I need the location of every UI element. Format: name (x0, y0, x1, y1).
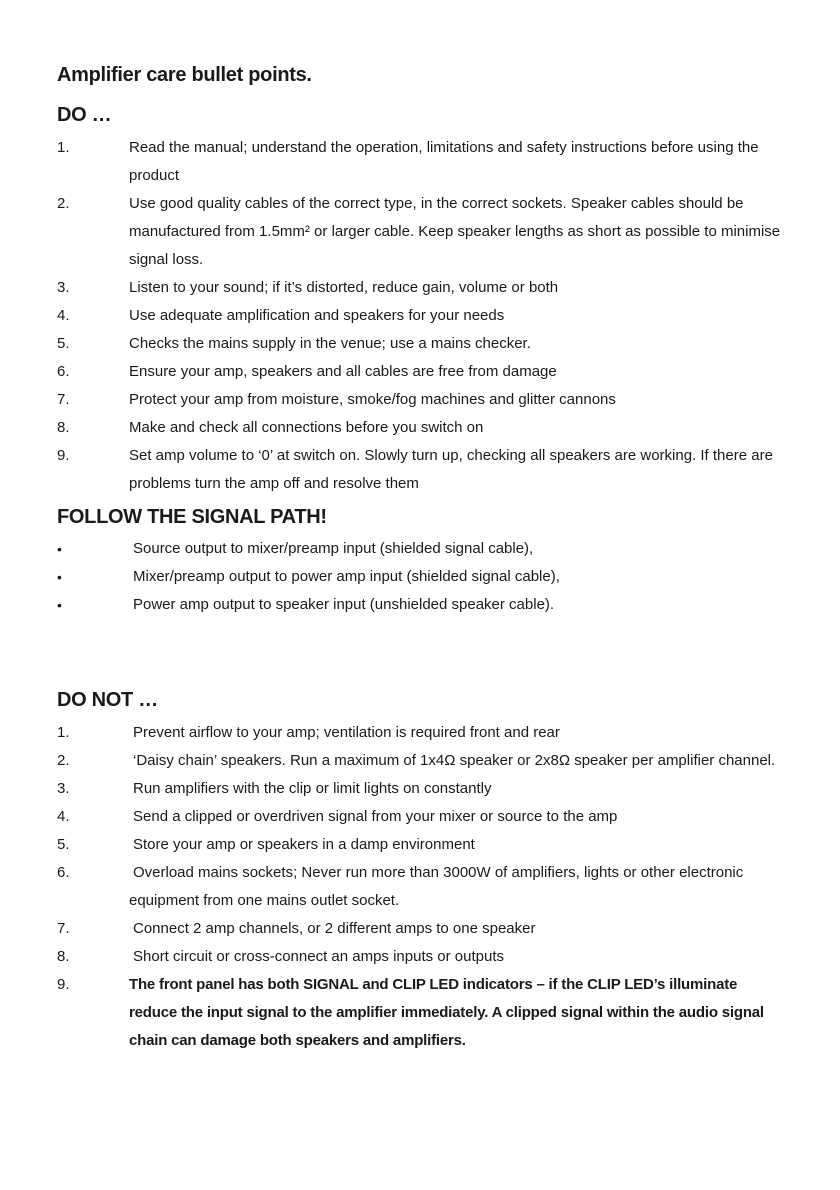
item-number: 5. (57, 836, 70, 853)
item-number: 9. (57, 976, 70, 993)
do-not-item-3 (57, 775, 787, 803)
item-text: Mixer/preamp output to power amp input (shielded signal cable), (133, 568, 560, 585)
do-not-item-8 (57, 943, 787, 971)
item-text: Power amp output to speaker input (unshielded speaker cable). (133, 596, 555, 613)
signal-path-list (57, 535, 787, 619)
do-item-1 (57, 134, 787, 190)
item-text: Overload mains sockets; Never run more than 3000W of amplifiers, lights or other electronic equipment from one mains outlet socket. (129, 864, 744, 909)
item-text: Short circuit or cross-connect an amps inputs or outputs (133, 948, 505, 965)
do-item-9 (57, 442, 787, 498)
item-number: 3. (57, 780, 70, 797)
do-item-8 (57, 414, 787, 442)
item-text: Source output to mixer/preamp input (shielded signal cable), (133, 540, 534, 557)
item-text: Connect 2 amp channels, or 2 different amps to one speaker (133, 920, 536, 937)
item-text-warning: The front panel has both SIGNAL and CLIP LED indicators – if the CLIP LED’s illuminate reduce the input signal to the amplifier immediately. A clipped signal within the audio signal chain can damage both speakers and amplifiers. (129, 976, 764, 1049)
item-text: ‘Daisy chain’ speakers. Run a maximum of 1x4Ω speaker or 2x8Ω speaker per amplifier channel. (133, 752, 776, 769)
do-not-item-6 (57, 859, 787, 915)
signal-path-item-1 (57, 535, 787, 563)
item-text: Ensure your amp, speakers and all cables are free from damage (129, 363, 557, 380)
item-number: 2. (57, 752, 70, 769)
do-not-heading: DO NOT … (57, 689, 158, 711)
item-text: Checks the mains supply in the venue; use a mains checker. (129, 335, 531, 352)
do-item-6 (57, 358, 787, 386)
do-heading: DO … (57, 104, 112, 126)
do-not-item-4 (57, 803, 787, 831)
item-text: Make and check all connections before you switch on (129, 419, 484, 436)
item-number: 4. (57, 307, 70, 324)
item-number: 6. (57, 363, 70, 380)
do-item-4 (57, 302, 787, 330)
do-list (57, 134, 787, 498)
item-text: Set amp volume to ‘0’ at switch on. Slowly turn up, checking all speakers are working. If there are problems turn the amp off and resolve them (129, 447, 773, 492)
item-text: Prevent airflow to your amp; ventilation is required front and rear (133, 724, 560, 741)
do-item-5 (57, 330, 787, 358)
do-not-item-5 (57, 831, 787, 859)
do-not-item-1 (57, 719, 787, 747)
item-text: Store your amp or speakers in a damp environment (133, 836, 475, 853)
do-item-3 (57, 274, 787, 302)
item-number: 8. (57, 948, 70, 965)
bullet-mark: • (57, 569, 62, 585)
item-text: Listen to your sound; if it’s distorted, reduce gain, volume or both (129, 279, 559, 296)
item-text: Use good quality cables of the correct type, in the correct sockets. Speaker cables should be manufactured from 1.5mm² or larger cable. Keep speaker lengths as short as possible to minimise signal loss. (129, 195, 781, 268)
do-not-list (57, 719, 787, 1055)
item-number: 8. (57, 419, 70, 436)
item-number: 7. (57, 920, 70, 937)
item-number: 1. (57, 724, 70, 741)
do-item-7 (57, 386, 787, 414)
item-number: 2. (57, 195, 70, 212)
item-text: Protect your amp from moisture, smoke/fog machines and glitter cannons (129, 391, 616, 408)
item-number: 4. (57, 808, 70, 825)
do-not-item-7 (57, 915, 787, 943)
item-text: Send a clipped or overdriven signal from your mixer or source to the amp (133, 808, 618, 825)
item-number: 6. (57, 864, 70, 881)
signal-path-heading: FOLLOW THE SIGNAL PATH! (57, 506, 327, 528)
do-item-2 (57, 190, 787, 274)
item-number: 1. (57, 139, 70, 156)
item-number: 5. (57, 335, 70, 352)
signal-path-item-3 (57, 591, 787, 619)
item-text: Run amplifiers with the clip or limit lights on constantly (133, 780, 492, 797)
item-number: 3. (57, 279, 70, 296)
page-title: Amplifier care bullet points. (57, 64, 312, 86)
item-number: 7. (57, 391, 70, 408)
item-text: Use adequate amplification and speakers for your needs (129, 307, 505, 324)
do-not-item-2 (57, 747, 787, 775)
item-text: Read the manual; understand the operation, limitations and safety instructions before using the product (129, 139, 759, 184)
item-number: 9. (57, 447, 70, 464)
bullet-mark: • (57, 597, 62, 613)
signal-path-item-2 (57, 563, 787, 591)
bullet-mark: • (57, 541, 62, 557)
do-not-item-9 (57, 971, 787, 1055)
